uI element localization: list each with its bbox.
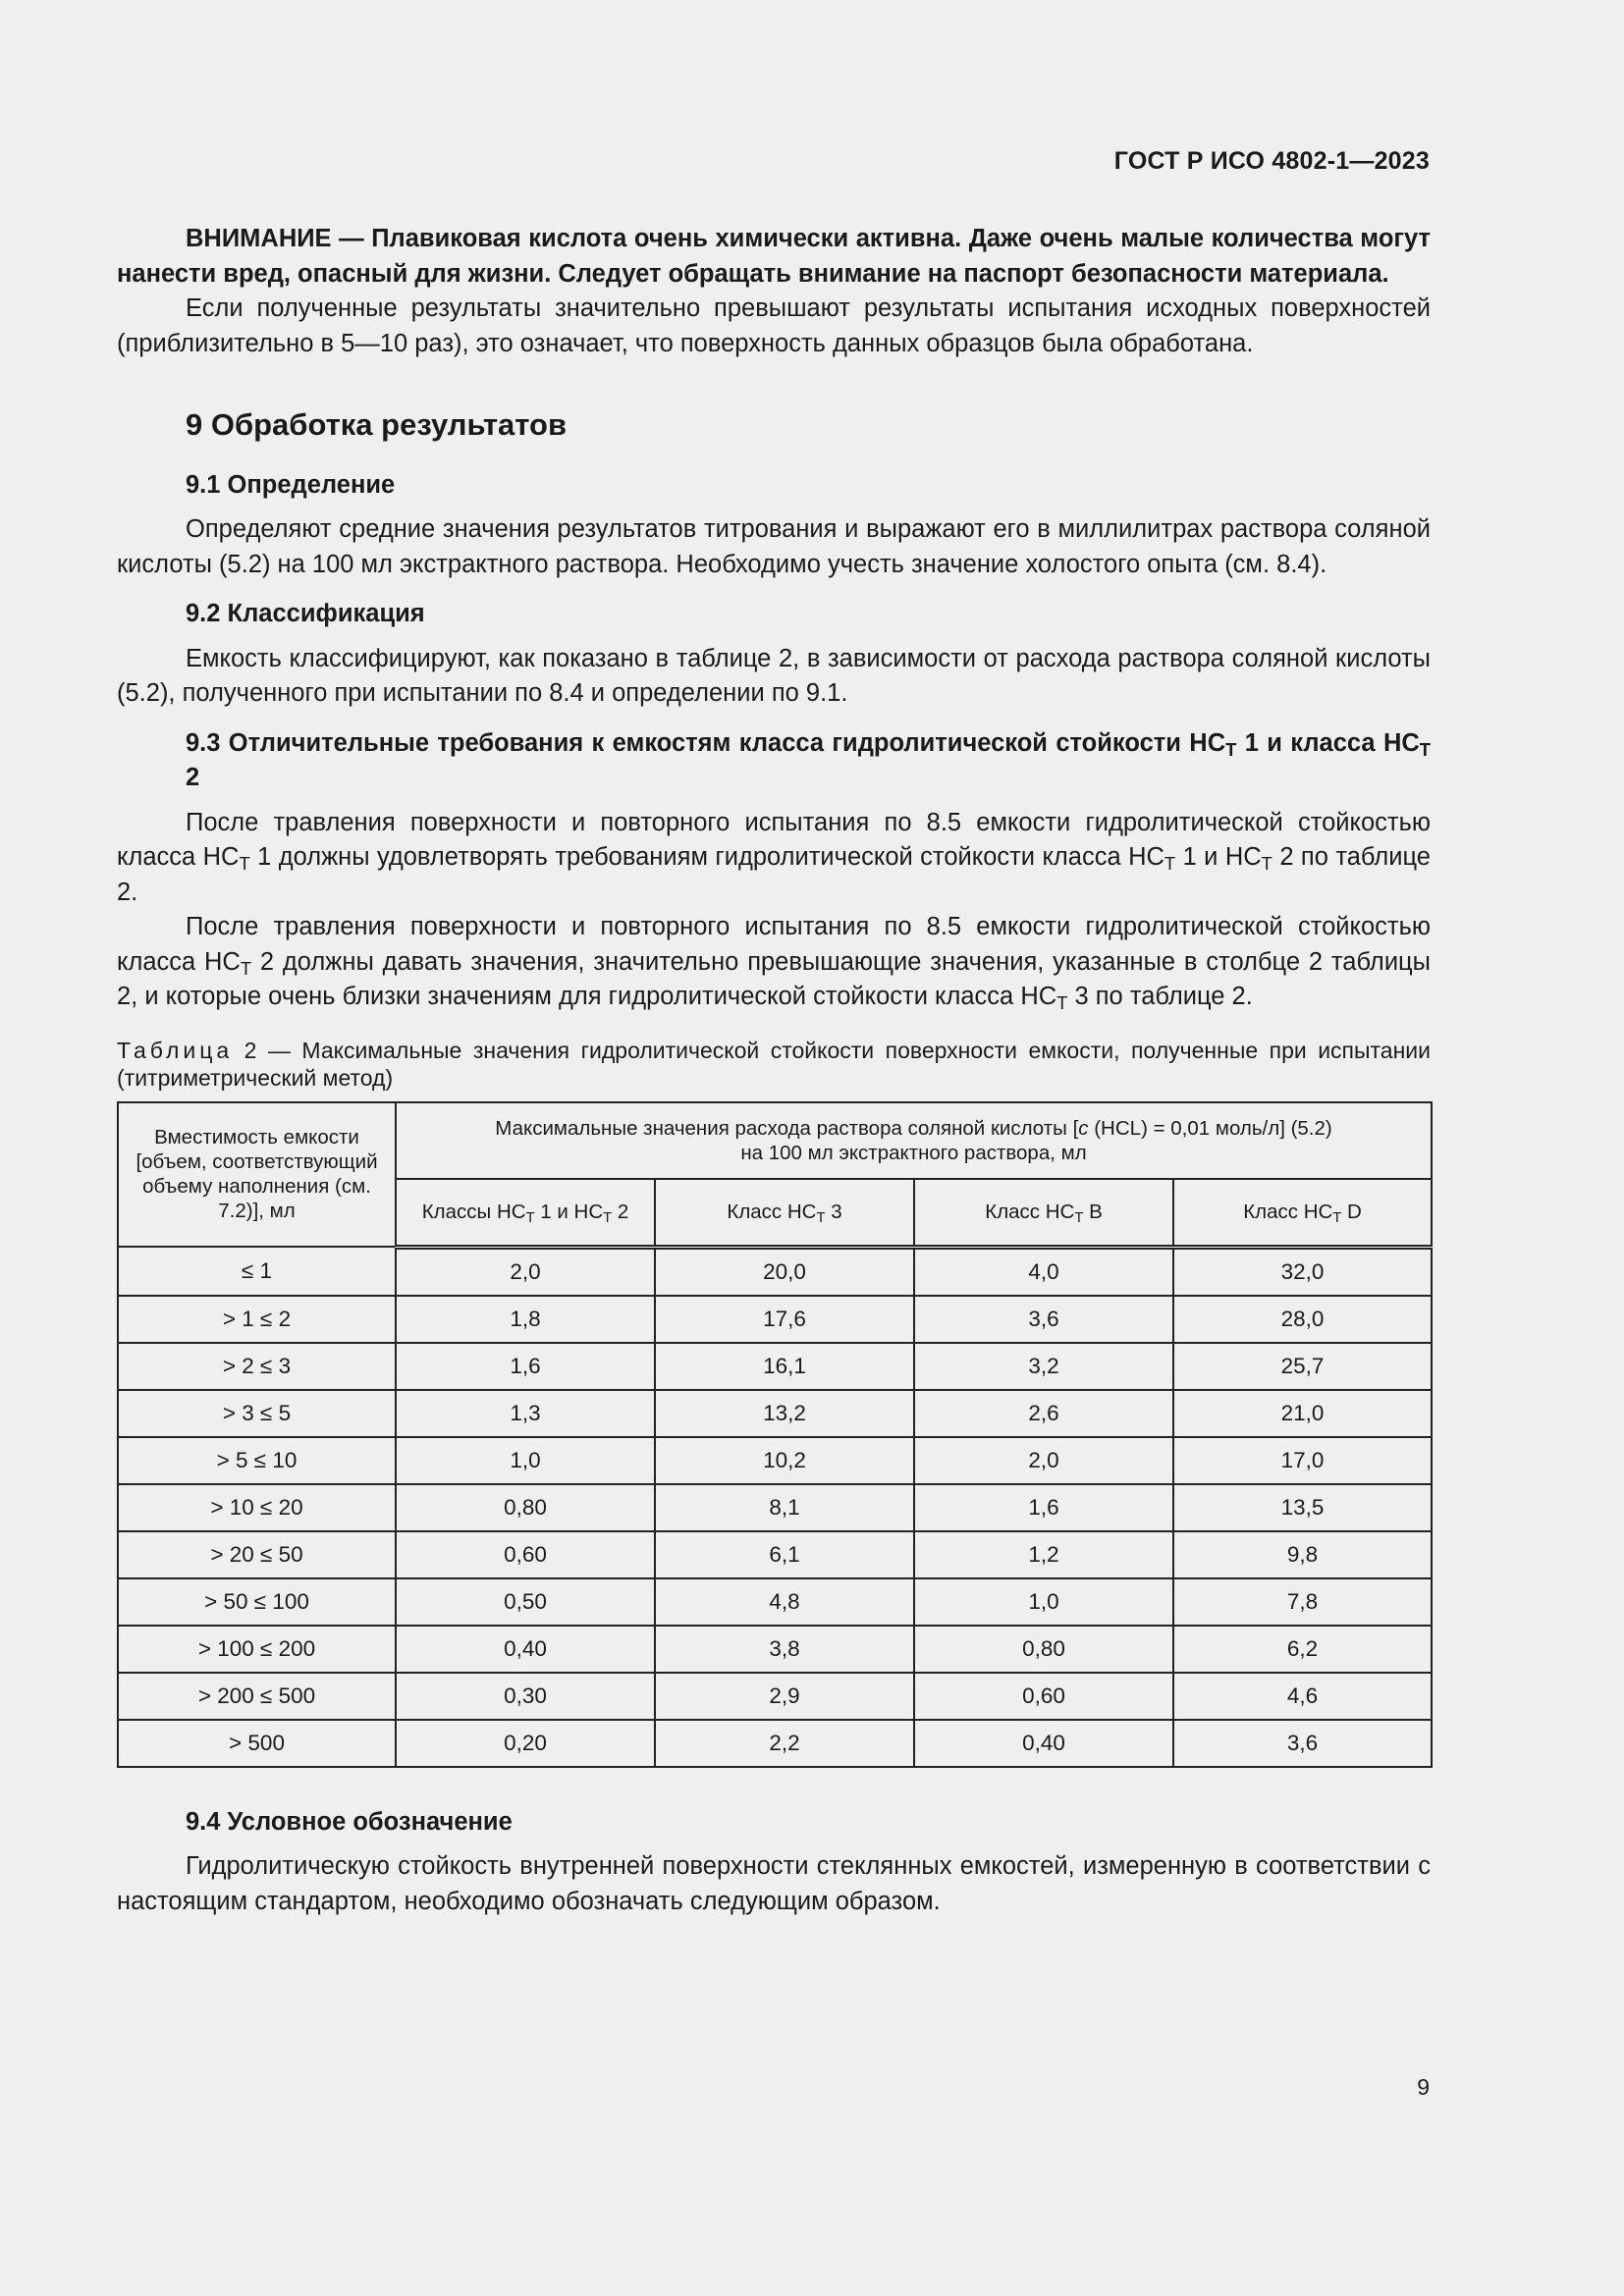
value-cell: 1,0 — [396, 1437, 655, 1484]
table-caption: Таблица 2 — Максимальные значения гидролитической стойкости поверхности емкости, полученные при испытании (титриметрический метод) — [117, 1037, 1431, 1091]
value-cell: 1,3 — [396, 1390, 655, 1437]
subsection-title-9-2: 9.2 Классификация — [186, 600, 425, 627]
value-cell: 20,0 — [655, 1247, 914, 1296]
value-cell: 0,80 — [914, 1626, 1173, 1673]
table-body — [118, 1247, 1432, 1767]
value-cell: 1,2 — [914, 1531, 1173, 1578]
capacity-cell: ≤ 1 — [118, 1247, 396, 1296]
document-header: ГОСТ Р ИСО 4802-1—2023 — [1113, 147, 1430, 175]
value-cell: 2,2 — [655, 1720, 914, 1767]
table-row — [118, 1296, 1432, 1343]
table-row — [118, 1673, 1432, 1720]
value-cell: 3,8 — [655, 1626, 914, 1673]
table-row — [118, 1484, 1432, 1531]
value-cell: 2,9 — [655, 1673, 914, 1720]
capacity-cell: > 5 ≤ 10 — [118, 1437, 396, 1484]
value-cell: 1,0 — [914, 1578, 1173, 1626]
value-cell: 0,80 — [396, 1484, 655, 1531]
value-cell: 16,1 — [655, 1343, 914, 1390]
value-cell: 8,1 — [655, 1484, 914, 1531]
value-cell: 0,40 — [914, 1720, 1173, 1767]
value-cell: 10,2 — [655, 1437, 914, 1484]
value-cell: 1,6 — [914, 1484, 1173, 1531]
column-header-hctd: Класс $HC_T$ D — [1173, 1179, 1432, 1248]
value-cell: 2,6 — [914, 1390, 1173, 1437]
table-row — [118, 1578, 1432, 1626]
value-cell: 6,1 — [655, 1531, 914, 1578]
capacity-column-header: Вместимость емкости [объем, соответствующий объему наполнения (см. 7.2)], мл — [118, 1102, 396, 1248]
value-cell: 0,40 — [396, 1626, 655, 1673]
subsection-title-9-1: 9.1 Определение — [186, 470, 396, 499]
paragraph-9-4: Гидролитическую стойкость внутренней поверхности стеклянных емкостей, измеренную в соответствии с настоящим стандартом, необходимо обозначать следующим образом. — [117, 1852, 1431, 1915]
value-cell: 17,0 — [1173, 1437, 1432, 1484]
table-row — [118, 1343, 1432, 1390]
capacity-cell: > 2 ≤ 3 — [118, 1343, 396, 1390]
warning-paragraph: ВНИМАНИЕ — Плавиковая кислота очень химически активна. Даже очень малые количества могут нанести вред, опасный для жизни. Следует обращать внимание на паспорт безопасности материала. — [117, 225, 1431, 288]
capacity-cell: > 100 ≤ 200 — [118, 1626, 396, 1673]
subsection-title-9-4: 9.4 Условное обозначение — [186, 1807, 513, 1836]
page-content — [117, 222, 1431, 1919]
value-cell: 17,6 — [655, 1296, 914, 1343]
value-cell: 7,8 — [1173, 1578, 1432, 1626]
column-header-hct3: Класс $HC_T$ 3 — [655, 1179, 914, 1248]
value-cell: 1,8 — [396, 1296, 655, 1343]
value-cell: 3,2 — [914, 1343, 1173, 1390]
value-cell: 4,6 — [1173, 1673, 1432, 1720]
capacity-cell: > 200 ≤ 500 — [118, 1673, 396, 1720]
value-cell: 28,0 — [1173, 1296, 1432, 1343]
value-cell: 0,30 — [396, 1673, 655, 1720]
value-cell: 32,0 — [1173, 1247, 1432, 1296]
value-cell: 6,2 — [1173, 1626, 1432, 1673]
value-cell: 2,0 — [914, 1437, 1173, 1484]
value-cell: 2,0 — [396, 1247, 655, 1296]
value-cell: 25,7 — [1173, 1343, 1432, 1390]
capacity-cell: > 3 ≤ 5 — [118, 1390, 396, 1437]
table-row — [118, 1390, 1432, 1437]
capacity-cell: > 20 ≤ 50 — [118, 1531, 396, 1578]
section-title: 9 Обработка результатов — [186, 407, 568, 442]
paragraph-9-3-1: После травления поверхности и повторного испытания по 8.5 емкости гидролитической стойкостью класса $HC_T$ 1 должны удовлетворять требованиям гидролитической стойкости класса $HC_T$ 1 и $HC_T$ 2 по таблице 2. — [117, 808, 1431, 906]
value-cell: 0,50 — [396, 1578, 655, 1626]
value-cell: 3,6 — [1173, 1720, 1432, 1767]
column-header-hctb: Класс $HC_T$ B — [914, 1179, 1173, 1248]
table-row — [118, 1247, 1432, 1296]
value-cell: 1,6 — [396, 1343, 655, 1390]
capacity-cell: > 500 — [118, 1720, 396, 1767]
value-cell: 13,2 — [655, 1390, 914, 1437]
value-cell: 4,8 — [655, 1578, 914, 1626]
results-table — [117, 1101, 1433, 1768]
subsection-title-9-3: 9.3 Отличительные требования к емкостям класса гидролитической стойкости $HC_T$ 1 и класса $HC_T$ 2 — [186, 728, 1431, 791]
paragraph-9-1: Определяют средние значения результатов титрования и выражают его в миллилитрах раствора соляной кислоты (5.2) на 100 мл экстрактного раствора. Необходимо учесть значение холостого опыта (см. 8.4). — [117, 515, 1431, 578]
value-cell: 4,0 — [914, 1247, 1173, 1296]
paragraph-9-3-2: После травления поверхности и повторного испытания по 8.5 емкости гидролитической стойкостью класса $HC_T$ 2 должны давать значения, значительно превышающие значения, указанные в столбце 2 таблицы 2, и которые очень близки значениям для гидролитической стойкости класса $HC_T$ 3 по таблице 2. — [117, 913, 1431, 1014]
value-cell: 21,0 — [1173, 1390, 1432, 1437]
value-cell: 0,60 — [396, 1531, 655, 1578]
value-cell: 9,8 — [1173, 1531, 1432, 1578]
group-column-header: Максимальные значения расхода раствора соляной кислоты [c (HCL) = 0,01 моль/л] (5.2) на 100 мл экстрактного раствора, мл — [396, 1102, 1432, 1179]
table-row — [118, 1531, 1432, 1578]
value-cell: 0,60 — [914, 1673, 1173, 1720]
value-cell: 0,20 — [396, 1720, 655, 1767]
table-row — [118, 1720, 1432, 1767]
capacity-cell: > 50 ≤ 100 — [118, 1578, 396, 1626]
capacity-cell: > 10 ≤ 20 — [118, 1484, 396, 1531]
page-number: 9 — [1417, 2074, 1430, 2100]
capacity-cell: > 1 ≤ 2 — [118, 1296, 396, 1343]
value-cell: 3,6 — [914, 1296, 1173, 1343]
table-row — [118, 1437, 1432, 1484]
column-header-hct1-hct2: Классы $HC_T$ 1 и $HC_T$ 2 — [396, 1179, 655, 1248]
table-row — [118, 1626, 1432, 1673]
intro-paragraph: Если полученные результаты значительно превышают результаты испытания исходных поверхностей (приблизительно в 5—10 раз), это означает, что поверхность данных образцов была обработана. — [117, 294, 1431, 357]
value-cell: 13,5 — [1173, 1484, 1432, 1531]
paragraph-9-2: Емкость классифицируют, как показано в таблице 2, в зависимости от расхода раствора соляной кислоты (5.2), полученного при испытании по 8.4 и определении по 9.1. — [117, 644, 1431, 707]
